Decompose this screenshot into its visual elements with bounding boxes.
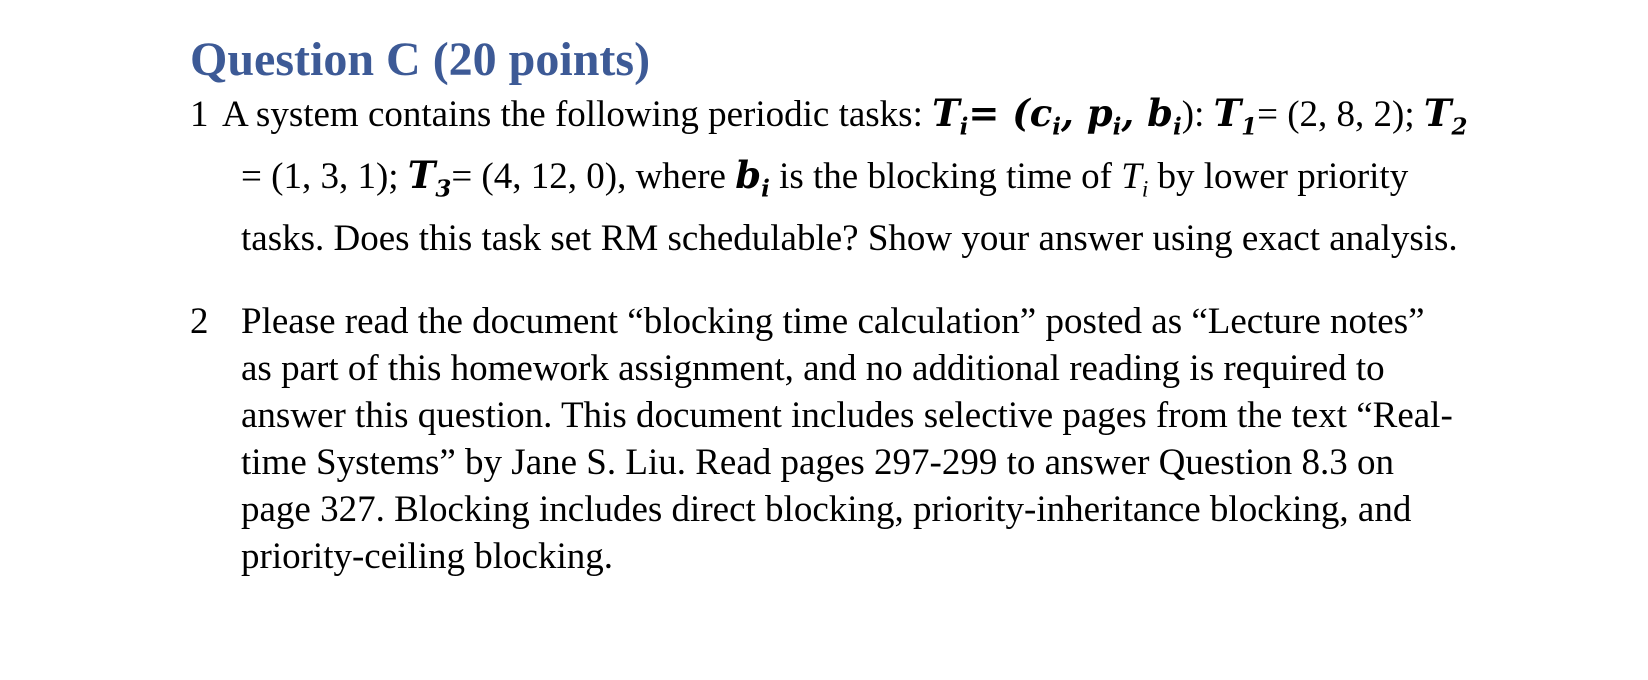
task-1-symbol <box>1213 91 1258 141</box>
question-1-line-2-end: by lower priority <box>1157 156 1409 198</box>
blocking-symbol <box>735 153 770 203</box>
def-comma-1: , <box>1061 91 1087 135</box>
question-2-line-3: answer this question. This document includes selective pages from the text “Real- <box>241 395 1453 436</box>
task-3-symbol <box>407 153 452 203</box>
question-2-line-1 <box>190 298 1610 345</box>
question-heading: Question C (20 points) <box>190 33 651 86</box>
question-2-line-6: priority-ceiling blocking. <box>241 536 613 577</box>
def-c-subscript: i <box>1052 113 1062 141</box>
question-1-line-1 <box>190 89 1610 151</box>
blocking-letter: b <box>735 153 762 198</box>
def-p-symbol: p <box>1086 91 1113 135</box>
question-2-line-5: page 327. Blocking includes direct blocking, priority-inheritance blocking, and <box>241 489 1412 530</box>
question-2-line-2: as part of this homework assignment, and no additional reading is required to <box>241 348 1385 389</box>
question-1-intro: A system contains the following periodic tasks: <box>222 94 923 135</box>
def-colon: : <box>1194 94 1205 135</box>
def-p-subscript: i <box>1112 113 1122 141</box>
task-i-subscript: i <box>1141 176 1149 202</box>
task-definition <box>932 91 1182 141</box>
question-1-line-2-mid: is the blocking time of <box>779 156 1113 198</box>
def-equals-open: = ( <box>968 91 1030 135</box>
task-2-subscript: 2 <box>1451 113 1468 141</box>
task-3-subscript: 3 <box>435 175 452 203</box>
task-3-letter: T <box>407 153 436 198</box>
question-item-1 <box>190 89 1610 263</box>
task-1-subscript: 1 <box>1241 113 1258 141</box>
def-c-symbol: c <box>1029 91 1053 135</box>
def-comma-2: , <box>1121 91 1148 135</box>
question-2-line-4: time Systems” by Jane S. Liu. Read pages 297-299 to answer Question 8.3 on <box>241 442 1394 483</box>
task-2-symbol <box>1423 91 1468 141</box>
question-1-number: 1 <box>190 94 209 135</box>
task-i-symbol <box>1121 156 1149 202</box>
blocking-subscript: i <box>761 175 770 203</box>
task-1-letter: T <box>1213 91 1242 135</box>
question-1-line-2 <box>190 151 1610 213</box>
question-1-line-3: tasks. Does this task set RM schedulable? Show your answer using exact analysis. <box>241 217 1458 259</box>
def-task-symbol: T <box>932 91 960 135</box>
def-task-subscript: i <box>959 113 969 141</box>
task-3-value: = (4, 12, 0), where <box>451 156 726 198</box>
task-2-value: = (1, 3, 1); <box>241 156 399 198</box>
def-b-subscript: i <box>1173 113 1182 141</box>
task-1-value: = (2, 8, 2); <box>1257 94 1415 135</box>
question-2-number: 2 <box>190 301 209 342</box>
def-close-paren: ) <box>1181 94 1195 135</box>
def-b-symbol: b <box>1147 91 1174 135</box>
task-i-letter: T <box>1121 156 1142 198</box>
question-item-2 <box>190 298 1610 580</box>
task-2-letter: T <box>1423 91 1452 135</box>
question-2-text-1: Please read the document “blocking time calculation” posted as “Lecture notes” <box>241 301 1425 342</box>
